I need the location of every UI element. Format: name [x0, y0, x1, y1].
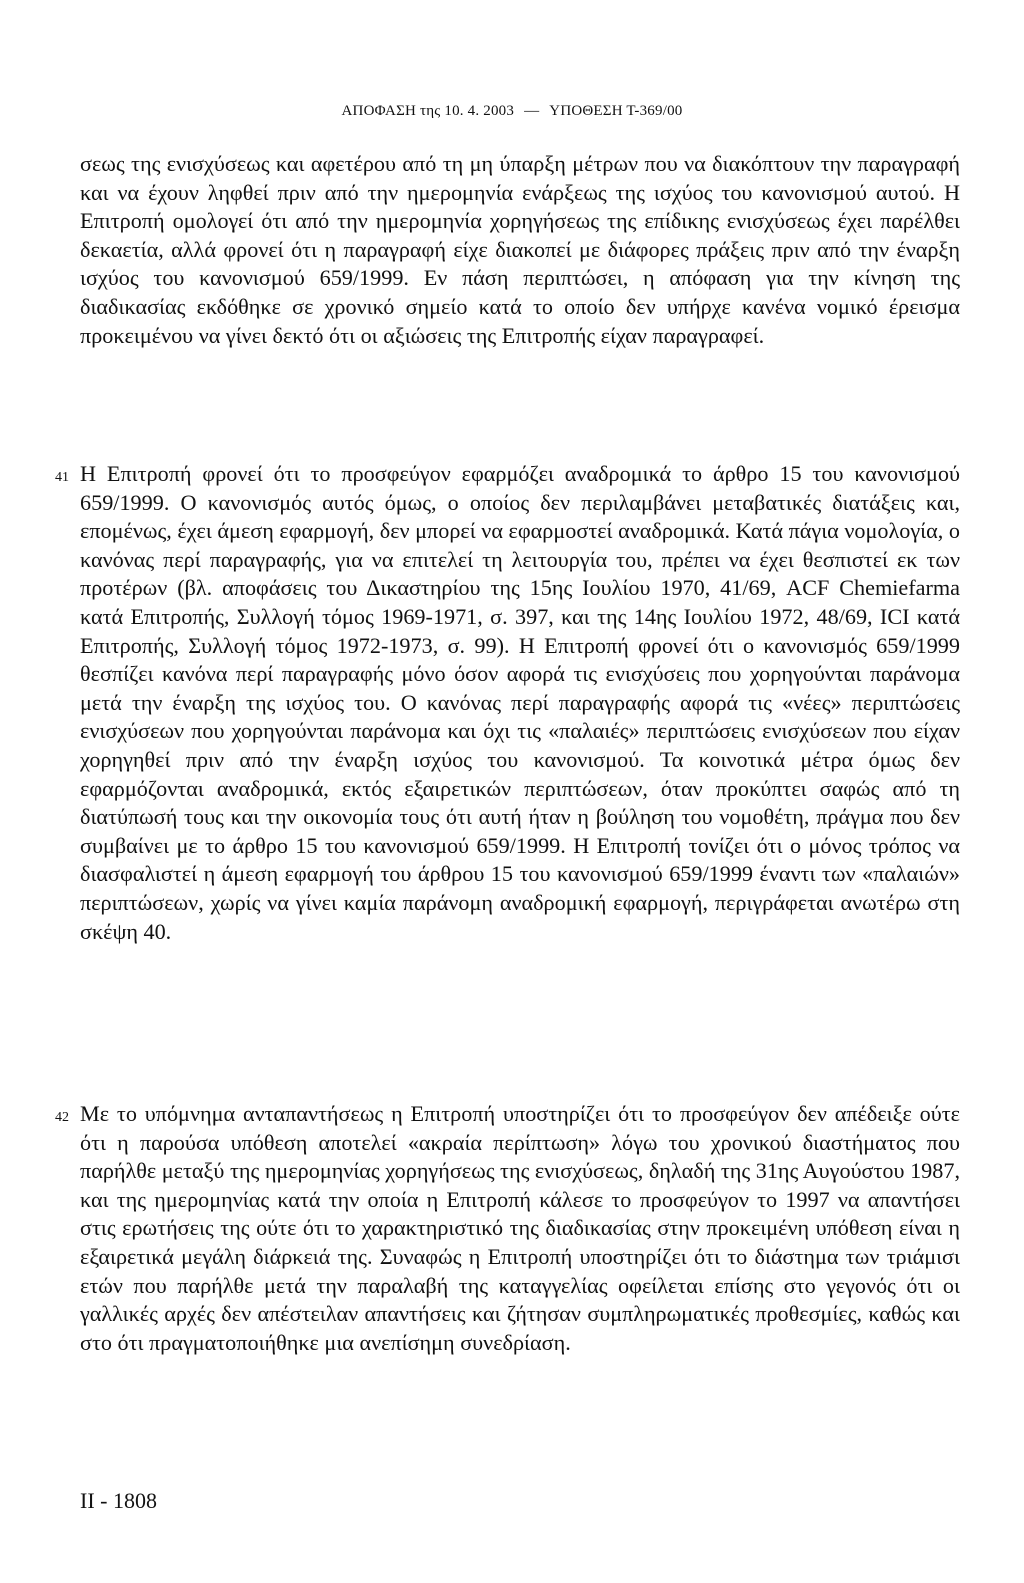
paragraph-42: Με το υπόμνημα ανταπαντήσεως η Επιτροπή υποστηρίζει ότι το προσφεύγον δεν απέδειξε ούτε ότι η παρούσα υπόθεση αποτελεί «ακραία περίπτωση» λόγω του χρονικού διαστήματος που παρήλθε μεταξύ της ημερομηνίας χορηγήσεως της ενισχύσεως, δηλαδή της 31ης Αυγούστου 1987, και της ημερομηνίας κατά την οποία η Επιτροπή κάλεσε το προσφεύγον το 1997 να απαντήσει στις ερωτήσεις της ούτε ότι το χαρακτηριστικό της διαδικασίας στην προκειμένη υπόθεση είναι η εξαιρετικά μεγάλη διάρκειά της. Συναφώς η Επιτροπή υποστηρίζει ότι το διάστημα των τριάμισι ετών που παρήλθε μετά την παραλαβή της καταγγελίας οφείλεται επίσης στο γεγονός ότι οι γαλλικές αρχές δεν απέστειλαν απαντήσεις και ζήτησαν συμπληρωματικές προθεσμίες, καθώς και στο ότι πραγματοποιήθηκε μια ανεπίσημη συνεδρίαση. [80, 1101, 960, 1355]
header-decision-date: ΑΠΟΦΑΣΗ της 10. 4. 2003 [341, 103, 515, 119]
header-separator: — [524, 103, 540, 119]
paragraph-number-42: 42 [55, 1110, 69, 1125]
paragraph-number-41: 41 [55, 470, 69, 485]
running-header [0, 103, 1024, 120]
page-number: II - 1808 [80, 1488, 157, 1513]
header-case-number: ΥΠΟΘΕΣΗ Τ-369/00 [549, 103, 683, 119]
paragraph-41: Η Επιτροπή φρονεί ότι το προσφεύγον εφαρμόζει αναδρομικά το άρθρο 15 του κανονισμού 659/1999. Ο κανονισμός αυτός όμως, ο οποίος δεν περιλαμβάνει μεταβατικές διατάξεις και, επομένως, έχει άμεση εφαρμογή, δεν μπορεί να εφαρμοστεί αναδρομικά. Κατά πάγια νομολογία, ο κανόνας περί παραγραφής, για να επιτελεί τη λειτουργία του, πρέπει να έχει θεσπιστεί εκ των προτέρων (βλ. αποφάσεις του Δικαστηρίου της 15ης Ιουλίου 1970, 41/69, ACF Chemiefarma κατά Επιτροπής, Συλλογή τόμος 1969-1971, σ. 397, και της 14ης Ιουλίου 1972, 48/69, ICI κατά Επιτροπής, Συλλογή τόμος 1972-1973, σ. 99). Η Επιτροπή φρονεί ότι ο κανονισμός 659/1999 θεσπίζει κανόνα περί παραγραφής μόνο όσον αφορά τις ενισχύσεις που χορηγούνται παράνομα μετά την έναρξη της ισχύος του. Ο κανόνας περί παραγραφής αφορά τις «νέες» περιπτώσεις ενισχύσεων που χορηγούνται παράνομα και όχι τις «παλαιές» περιπτώσεις ενισχύσεων που είχαν χορηγηθεί πριν από την έναρξη ισχύος του κανονισμού. Τα κοινοτικά μέτρα όμως δεν εφαρμόζονται αναδρομικά, εκτός εξαιρετικών περιπτώσεων, όταν προκύπτει σαφώς από τη διατύπωσή τους και την οικονομία τους ότι αυτή ήταν η βούληση του νομοθέτη, πράγμα που δεν συμβαίνει με το άρθρο 15 του κανονισμού 659/1999. Η Επιτροπή τονίζει ότι ο μόνος τρόπος να διασφαλιστεί η άμεση εφαρμογή του άρθρου 15 του κανονισμού 659/1999 έναντι των «παλαιών» περιπτώσεων, χωρίς να γίνει καμία παράνομη αναδρομική εφαρμογή, περιγράφεται ανωτέρω στη σκέψη 40. [80, 461, 960, 944]
paragraph-continuation: σεως της ενισχύσεως και αφετέρου από τη μη ύπαρξη μέτρων που να διακόπτουν την παραγραφή και να έχουν ληφθεί πριν από την ημερομηνία ενάρξεως της ισχύος του κανονισμού αυτού. Η Επιτροπή ομολογεί ότι από την ημερομηνία χορηγήσεως της επίδικης ενισχύσεως έχει παρέλθει δεκαετία, αλλά φρονεί ότι η παραγραφή είχε διακοπεί με διάφορες πράξεις πριν από την έναρξη ισχύος του κανονισμού 659/1999. Εν πάση περιπτώσει, η απόφαση για την κίνηση της διαδικασίας εκδόθηκε σε χρονικό σημείο κατά το οποίο δεν υπήρχε κανένα νομικό έρεισμα προκειμένου να γίνει δεκτό ότι οι αξιώσεις της Επιτροπής είχαν παραγραφεί. [80, 151, 960, 348]
